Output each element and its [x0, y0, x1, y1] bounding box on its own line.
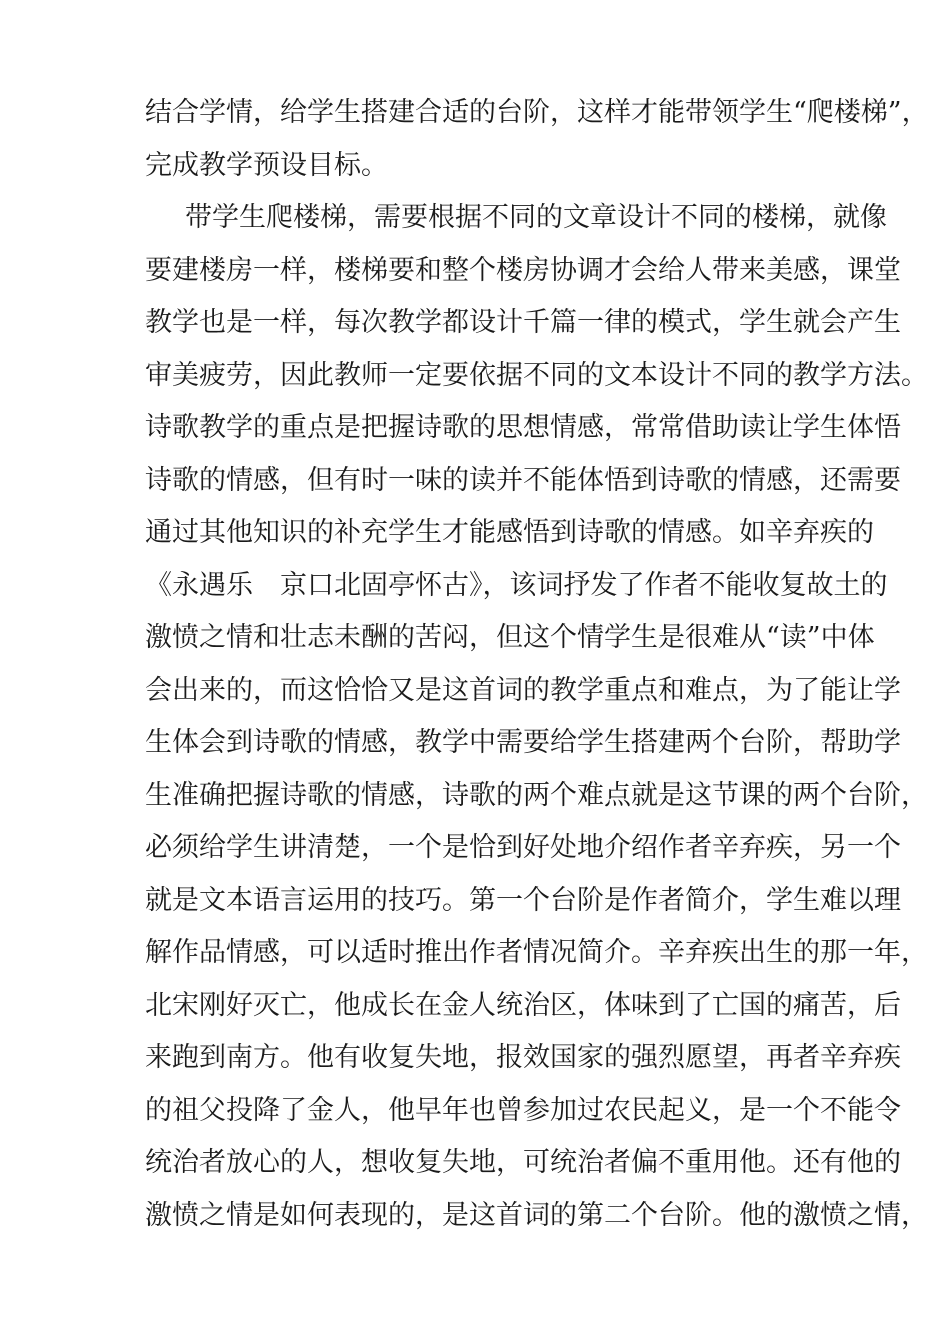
text-line: 教学也是一样，每次教学都设计千篇一律的模式，学生就会产生 [145, 307, 901, 338]
text-line: 诗歌的情感，但有时一味的读并不能体悟到诗歌的情感，还需要 [145, 464, 901, 496]
text-line: 带学生爬楼梯，需要根据不同的文章设计不同的楼梯，就像 [185, 202, 887, 233]
text-line: 《永遇乐 京口北固亭怀古》，该词抒发了作者不能收复故土的 [145, 569, 888, 601]
text-line: 结合学情，给学生搭建合适的台阶，这样才能带领学生“爬楼梯”， [145, 97, 929, 128]
text-line: 必须给学生讲清楚，一个是恰到好处地介绍作者辛弃疾，另一个 [145, 832, 901, 863]
text-line: 会出来的，而这恰恰又是这首词的教学重点和难点，为了能让学 [145, 674, 901, 706]
text-line: 来跑到南方。他有收复失地，报效国家的强烈愿望，再者辛弃疾 [145, 1042, 901, 1073]
text-line: 解作品情感，可以适时推出作者情况简介。辛弃疾出生的那一年， [145, 937, 928, 968]
text-line: 就是文本语言运用的技巧。第一个台阶是作者简介，学生难以理 [145, 884, 901, 916]
text-line: 审美疲劳，因此教师一定要依据不同的文本设计不同的教学方法。 [145, 359, 928, 391]
text-line: 要建楼房一样，楼梯要和整个楼房协调才会给人带来美感，课堂 [145, 254, 901, 286]
text-line: 通过其他知识的补充学生才能感悟到诗歌的情感。如辛弃疾的 [145, 517, 874, 548]
text-line: 生准确把握诗歌的情感，诗歌的两个难点就是这节课的两个台阶， [145, 779, 928, 811]
text-line: 完成教学预设目标。 [145, 149, 388, 181]
text-line: 诗歌教学的重点是把握诗歌的思想情感，常常借助读让学生体悟 [145, 412, 901, 443]
body-text [145, 87, 929, 1242]
text-line: 统治者放心的人，想收复失地，可统治者偏不重用他。还有他的 [145, 1147, 901, 1178]
text-line: 北宋刚好灭亡，他成长在金人统治区，体味到了亡国的痛苦，后 [145, 989, 901, 1021]
text-line: 的祖父投降了金人，他早年也曾参加过农民起义，是一个不能令 [145, 1094, 901, 1126]
text-line: 激愤之情是如何表现的，是这首词的第二个台阶。他的激愤之情， [145, 1199, 928, 1231]
text-line: 激愤之情和壮志未酬的苦闷，但这个情学生是很难从“读”中体 [145, 622, 875, 653]
text-line: 生体会到诗歌的情感，教学中需要给学生搭建两个台阶，帮助学 [145, 727, 901, 758]
